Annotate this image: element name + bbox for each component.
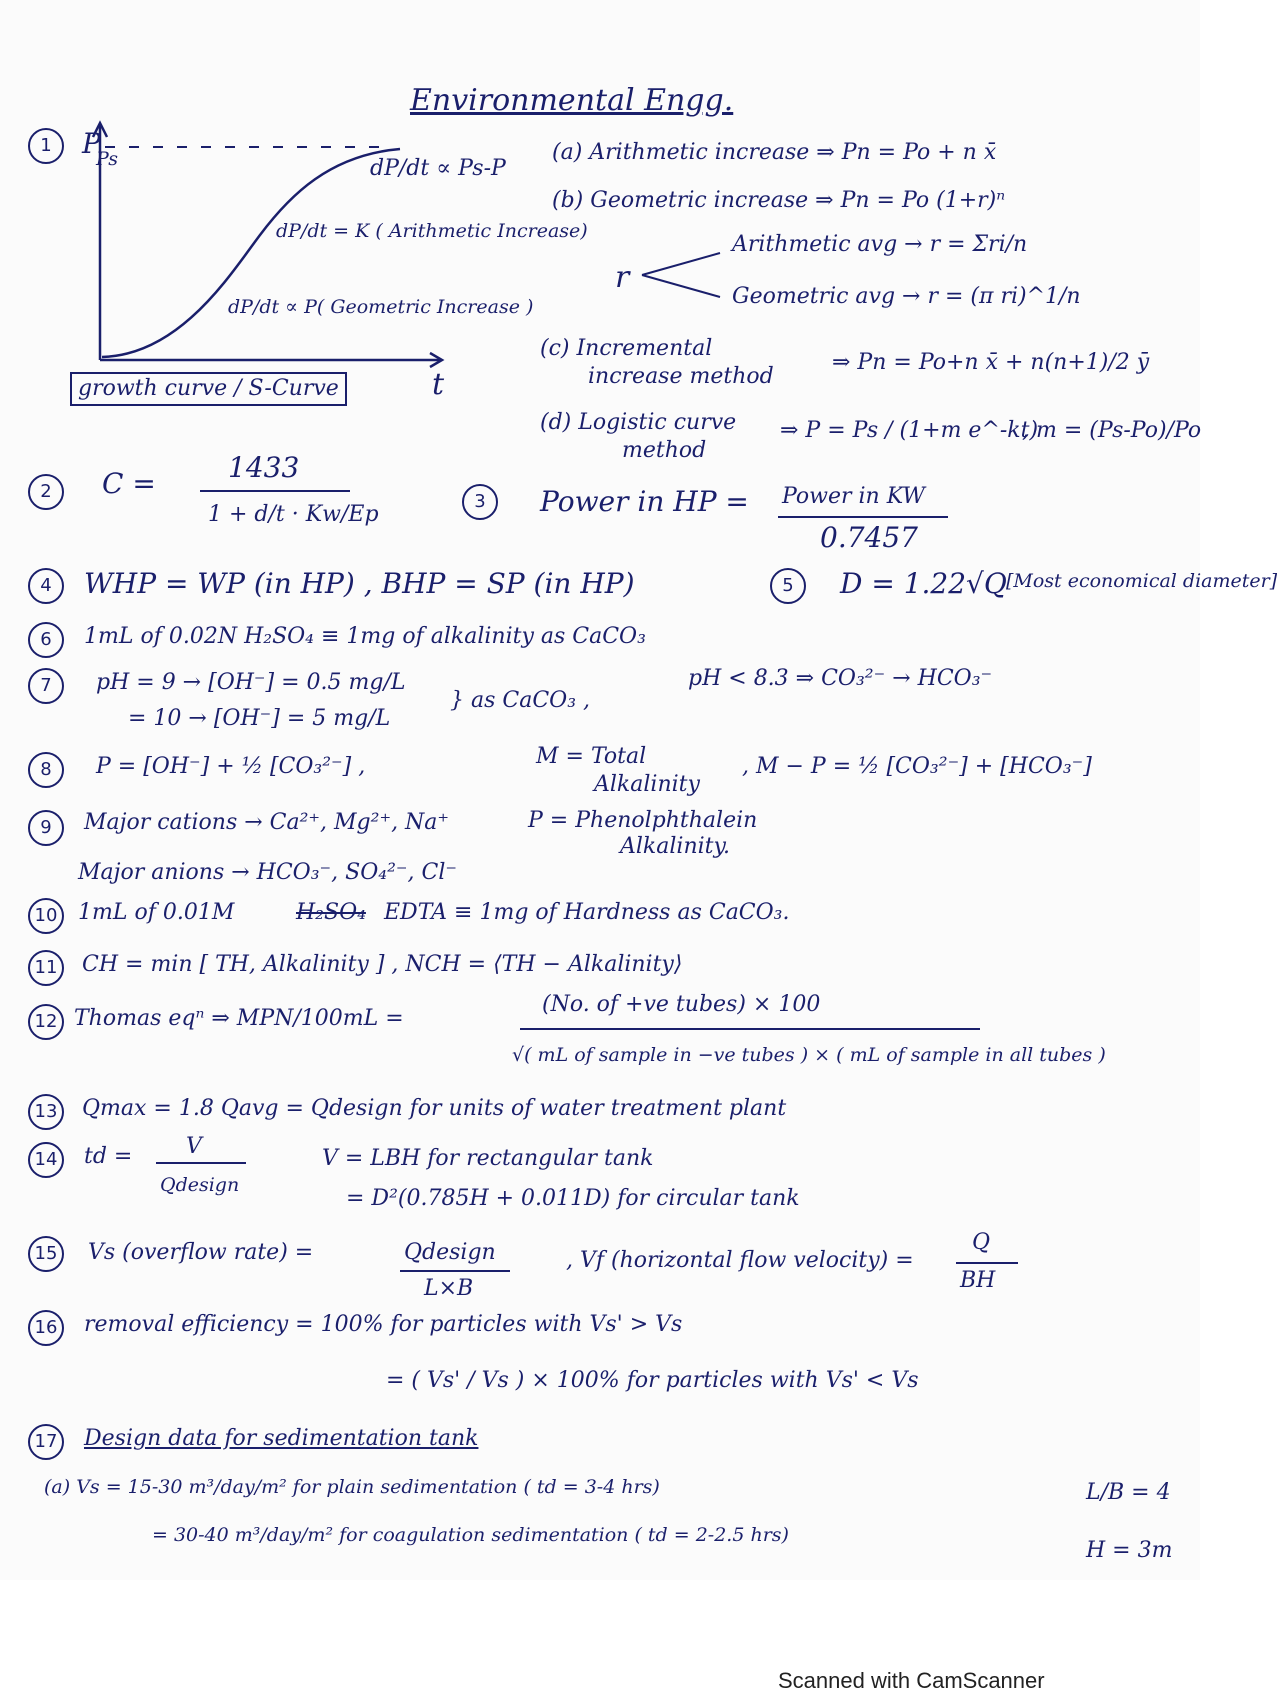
item-number: 3	[462, 484, 498, 520]
horizontal-velocity-lhs: , Vf (horizontal flow velocity) =	[566, 1248, 914, 1273]
arithmetic-avg-formula: Arithmetic avg → r = Σri/n	[732, 232, 1028, 257]
thomas-eq-lhs: Thomas eqⁿ ⇒ MPN/100mL =	[74, 1006, 404, 1031]
mpn-numerator: (No. of +ve tubes) × 100	[542, 992, 821, 1017]
design-flow-formula: Qmax = 1.8 Qavg = Qdesign for units of water treatment plant	[82, 1096, 787, 1121]
m-minus-p-formula: , M − P = ½ [CO₃²⁻] + [HCO₃⁻]	[742, 754, 1092, 779]
plain-sedimentation-rate: (a) Vs = 15-30 m³/day/m² for plain sedimentation ( td = 3-4 hrs)	[44, 1476, 660, 1498]
coeff-numerator: 1433	[228, 451, 300, 484]
item-number: 16	[28, 1310, 64, 1346]
horizontal-velocity-numerator: Q	[972, 1230, 991, 1255]
sedimentation-design-heading: Design data for sedimentation tank	[84, 1426, 479, 1451]
item-number: 9	[28, 810, 64, 846]
overflow-rate-lhs: Vs (overflow rate) =	[88, 1240, 314, 1265]
fraction-bar	[520, 1028, 980, 1030]
overflow-rate-denominator: L×B	[424, 1276, 474, 1301]
rectangular-tank-volume: V = LBH for rectangular tank	[322, 1146, 654, 1171]
tank-depth: H = 3m	[1086, 1538, 1173, 1563]
power-denominator: 0.7457	[820, 521, 918, 554]
logistic-label-2: method	[622, 438, 707, 463]
overflow-rate-numerator: Qdesign	[404, 1240, 496, 1265]
arithmetic-rate-label: dP/dt = K ( Arithmetic Increase)	[276, 220, 588, 242]
item-number: 15	[28, 1236, 64, 1272]
phenolphthalein-alkalinity-formula: P = [OH⁻] + ½ [CO₃²⁻] ,	[96, 754, 366, 779]
circular-tank-volume: = D²(0.785H + 0.011D) for circular tank	[346, 1186, 800, 1211]
item-number: 8	[28, 752, 64, 788]
removal-efficiency-line-1: removal efficiency = 100% for particles with Vs' > Vs	[84, 1312, 683, 1337]
item-number: 5	[770, 568, 806, 604]
arithmetic-increase-formula: (a) Arithmetic increase ⇒ Pn = Po + n x̄	[552, 140, 997, 165]
phenolphthalein-label-2: Alkalinity.	[620, 834, 730, 859]
economical-diameter-formula: D = 1.22√Q	[840, 567, 1007, 600]
scanner-watermark: Scanned with CamScanner	[778, 1668, 1045, 1693]
power-lhs: Power in HP =	[540, 485, 749, 518]
fraction-bar	[200, 490, 350, 492]
branch-arrows	[640, 245, 730, 305]
item-number: 12	[28, 1004, 64, 1040]
logistic-formula: ⇒ P = Ps / (1+m e^-kt)	[780, 418, 1039, 443]
fraction-bar	[156, 1162, 246, 1164]
fraction-bar	[400, 1270, 510, 1272]
phenolphthalein-label-1: P = Phenolphthalein	[528, 808, 758, 833]
ph-carbonate-rule: pH < 8.3 ⇒ CO₃²⁻ → HCO₃⁻	[688, 666, 993, 691]
item-number: 7	[28, 668, 64, 704]
incremental-formula: ⇒ Pn = Po+n x̄ + n(n+1)/2 ȳ	[832, 350, 1150, 375]
detention-time-denominator: Qdesign	[160, 1174, 240, 1196]
axis-p-label: P	[82, 127, 101, 160]
fraction-bar	[778, 516, 948, 518]
mpn-denominator: √( mL of sample in −ve tubes ) × ( mL of sample in all tubes )	[512, 1044, 1106, 1066]
coeff-denominator: 1 + d/t · Kw/Ep	[208, 502, 379, 527]
axis-ps-label: Ps	[96, 148, 119, 170]
detention-time-lhs: td =	[84, 1144, 133, 1169]
item-number: 13	[28, 1094, 64, 1130]
incremental-label-1: (c) Incremental	[540, 336, 713, 361]
ph9-oh: pH = 9 → [OH⁻] = 0.5 mg/L	[96, 670, 406, 695]
power-numerator: Power in KW	[782, 484, 925, 509]
s-curve	[102, 149, 400, 357]
logistic-rate-label: dP/dt ∝ Ps-P	[370, 156, 506, 181]
logistic-m-formula: , m = (Ps-Po)/Po	[1022, 418, 1202, 443]
as-caco3-label: } as CaCO₃ ,	[450, 688, 591, 713]
logistic-label-1: (d) Logistic curve	[540, 410, 737, 435]
coagulation-sedimentation-rate: = 30-40 m³/day/m² for coagulation sedimentation ( td = 2-2.5 hrs)	[152, 1524, 789, 1546]
major-anions: Major anions → HCO₃⁻, SO₄²⁻, Cl⁻	[78, 860, 457, 885]
economical-diameter-note: [Most economical diameter]	[1006, 570, 1277, 592]
item-number: 2	[28, 474, 64, 510]
item-number: 4	[28, 568, 64, 604]
ph10-oh: = 10 → [OH⁻] = 5 mg/L	[128, 706, 391, 731]
hardness-equivalence-pre: 1mL of 0.01M	[78, 900, 235, 925]
item-number: 10	[28, 898, 64, 934]
hardness-equivalence-post: EDTA ≡ 1mg of Hardness as CaCO₃.	[384, 900, 790, 925]
coeff-lhs: C =	[102, 467, 156, 500]
item-number: 14	[28, 1142, 64, 1178]
incremental-label-2: increase method	[588, 364, 774, 389]
geometric-increase-formula: (b) Geometric increase ⇒ Pn = Po (1+r)ⁿ	[552, 188, 1006, 213]
detention-time-numerator: V	[186, 1134, 202, 1159]
item-number: 6	[28, 622, 64, 658]
fraction-bar	[956, 1262, 1018, 1264]
major-cations: Major cations → Ca²⁺, Mg²⁺, Na⁺	[84, 810, 450, 835]
item-number: 17	[28, 1424, 64, 1460]
item-number: 1	[28, 128, 64, 164]
length-breadth-ratio: L/B = 4	[1086, 1480, 1171, 1505]
carbonate-hardness-formula: CH = min [ TH, Alkalinity ] , NCH = ⟨TH − Alkalinity⟩	[82, 952, 683, 977]
geometric-avg-formula: Geometric avg → r = (π ri)^1/n	[732, 284, 1081, 309]
r-symbol: r	[615, 260, 630, 295]
struck-out-h2so4: H₂SO₄	[296, 900, 366, 925]
growth-curve-label-box: growth curve / S-Curve	[70, 372, 347, 406]
item-number: 11	[28, 950, 64, 986]
page-title: Environmental Engg.	[410, 83, 734, 118]
total-alkalinity-label-1: M = Total	[536, 744, 647, 769]
whp-bhp-formula: WHP = WP (in HP) , BHP = SP (in HP)	[84, 567, 635, 600]
horizontal-velocity-denominator: BH	[960, 1268, 996, 1293]
geometric-rate-label: dP/dt ∝ P( Geometric Increase )	[228, 296, 534, 318]
axis-t-label: t	[432, 367, 445, 402]
removal-efficiency-line-2: = ( Vs' / Vs ) × 100% for particles with Vs' < Vs	[386, 1368, 919, 1393]
alkalinity-equivalence: 1mL of 0.02N H₂SO₄ ≡ 1mg of alkalinity as CaCO₃	[84, 624, 646, 649]
total-alkalinity-label-2: Alkalinity	[594, 772, 700, 797]
